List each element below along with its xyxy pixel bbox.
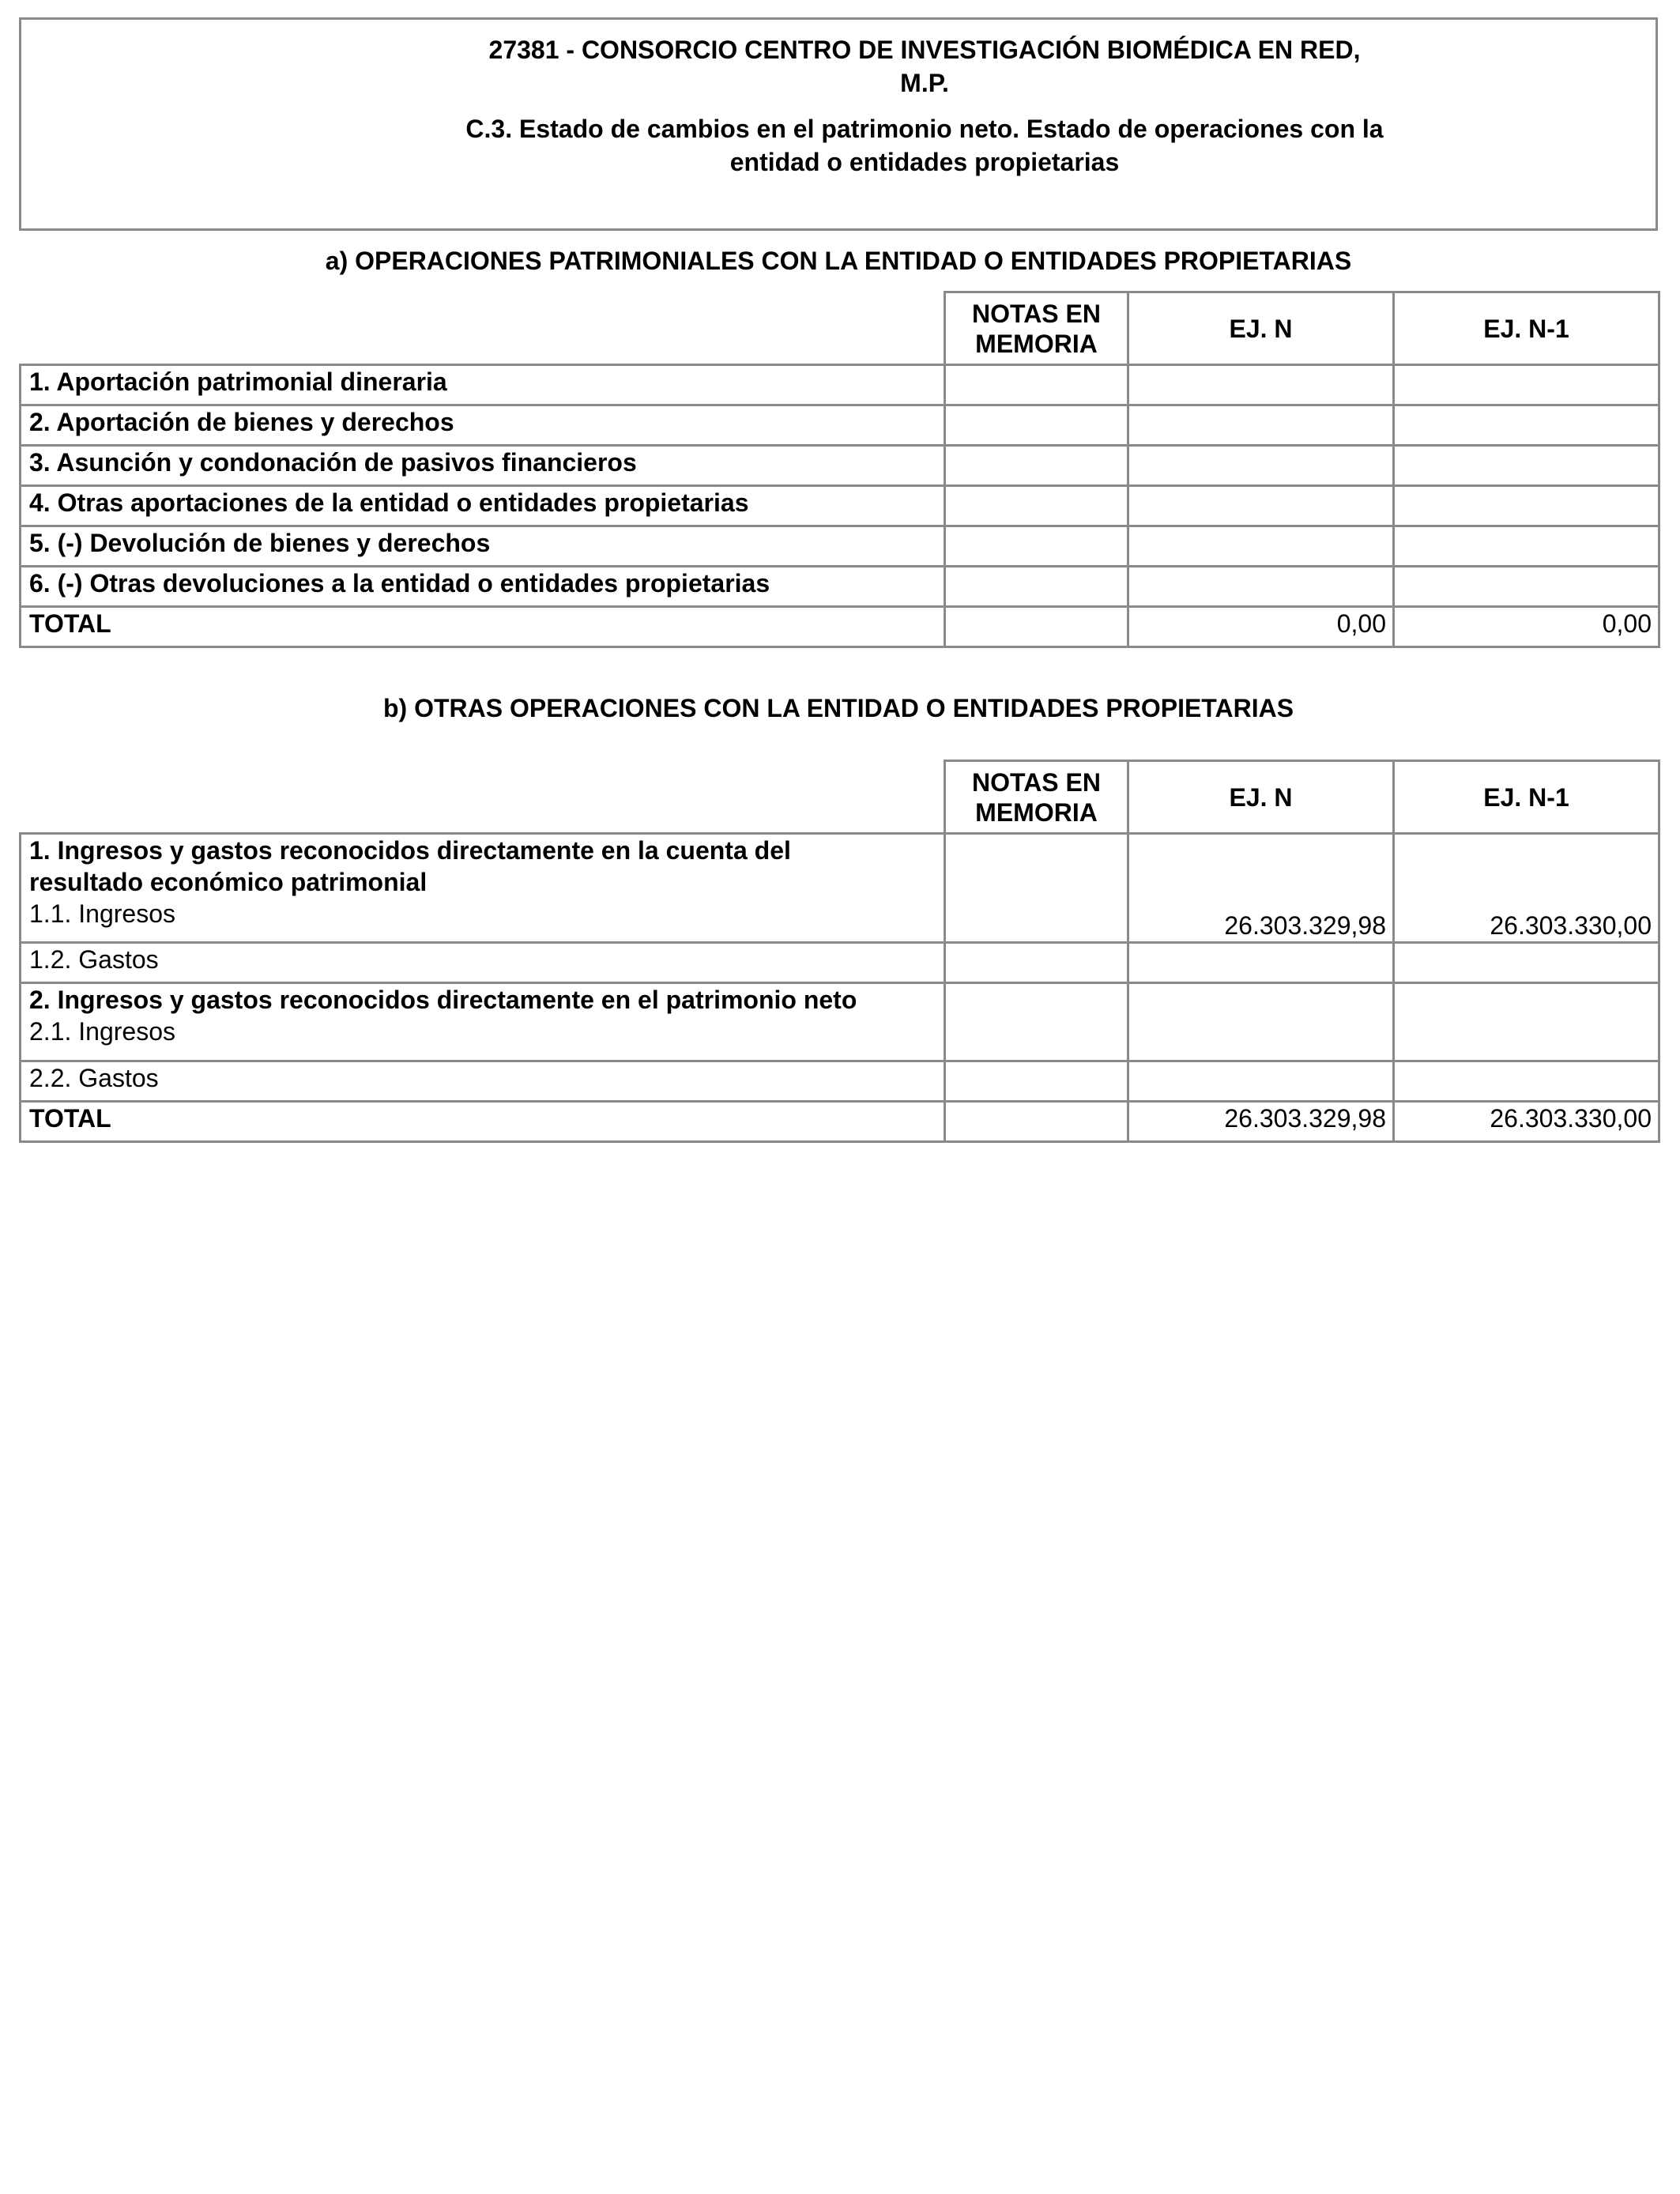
row-ej-n-cell bbox=[1128, 365, 1394, 405]
table-row bbox=[21, 567, 1659, 607]
report-title bbox=[332, 33, 1517, 100]
row-ej-n-cell bbox=[1128, 405, 1394, 446]
row-ej-n1-cell bbox=[1394, 365, 1659, 405]
report-title-line1: 27381 - CONSORCIO CENTRO DE INVESTIGACIÓN BIOMÉDICA EN RED, bbox=[488, 36, 1361, 64]
row-ej-n-cell: 26.303.329,98 bbox=[1128, 834, 1394, 943]
subrow-label: 2.2. Gastos bbox=[21, 1061, 945, 1102]
row-notes-cell bbox=[945, 983, 1128, 1061]
row-label: 4. Otras aportaciones de la entidad o entidades propietarias bbox=[21, 486, 945, 526]
report-subtitle bbox=[332, 112, 1517, 179]
subrow-label: 1.1. Ingresos bbox=[29, 899, 175, 928]
table-header-row bbox=[21, 292, 1659, 365]
table-row bbox=[21, 526, 1659, 567]
row-notes-cell bbox=[945, 405, 1128, 446]
section-b-table bbox=[19, 760, 1660, 1143]
row-ej-n-cell bbox=[1128, 486, 1394, 526]
group-2-label: 2. Ingresos y gastos reconocidos directamente en el patrimonio neto bbox=[29, 986, 857, 1014]
row-ej-n-cell bbox=[1128, 446, 1394, 486]
section-b-title: b) OTRAS OPERACIONES CON LA ENTIDAD O ENTIDADES PROPIETARIAS bbox=[382, 694, 1294, 722]
total-row bbox=[21, 1102, 1659, 1142]
table-row bbox=[21, 486, 1659, 526]
total-notes-cell bbox=[945, 1102, 1128, 1142]
column-header-ej-n: EJ. N bbox=[1128, 292, 1394, 365]
report-title-line2: M.P. bbox=[900, 69, 949, 97]
report-subtitle-line2: entidad o entidades propietarias bbox=[729, 148, 1120, 176]
total-ej-n1-cell: 0,00 bbox=[1394, 607, 1659, 647]
row-notes-cell bbox=[945, 834, 1128, 943]
row-ej-n-cell bbox=[1128, 526, 1394, 567]
row-ej-n1-cell bbox=[1394, 405, 1659, 446]
column-header-ej-n1: EJ. N-1 bbox=[1394, 292, 1659, 365]
row-ej-n1-cell bbox=[1394, 1061, 1659, 1102]
row-notes-cell bbox=[945, 446, 1128, 486]
total-ej-n-cell: 26.303.329,98 bbox=[1128, 1102, 1394, 1142]
row-notes-cell bbox=[945, 943, 1128, 983]
row-ej-n1-cell bbox=[1394, 526, 1659, 567]
row-label: 2. Aportación de bienes y derechos bbox=[21, 405, 945, 446]
row-notes-cell bbox=[945, 526, 1128, 567]
table-header-row bbox=[21, 761, 1659, 834]
total-ej-n1-cell: 26.303.330,00 bbox=[1394, 1102, 1659, 1142]
subrow-label: 2.1. Ingresos bbox=[29, 1017, 175, 1046]
section-a-title: a) OPERACIONES PATRIMONIALES CON LA ENTIDAD O ENTIDADES PROPIETARIAS bbox=[325, 247, 1352, 275]
group-1-cell bbox=[21, 834, 945, 943]
section-a-table bbox=[19, 291, 1660, 648]
row-label: 6. (-) Otras devoluciones a la entidad o entidades propietarias bbox=[21, 567, 945, 607]
row-ej-n1-cell: 26.303.330,00 bbox=[1394, 834, 1659, 943]
table-row bbox=[21, 365, 1659, 405]
group-1-label-line1: 1. Ingresos y gastos reconocidos directamente en la cuenta del bbox=[29, 836, 791, 865]
row-notes-cell bbox=[945, 567, 1128, 607]
row-label: 5. (-) Devolución de bienes y derechos bbox=[21, 526, 945, 567]
total-label: TOTAL bbox=[21, 607, 945, 647]
column-header-ej-n: EJ. N bbox=[1128, 761, 1394, 834]
row-ej-n1-cell bbox=[1394, 486, 1659, 526]
table-row bbox=[21, 405, 1659, 446]
column-header-notes bbox=[945, 761, 1128, 834]
table-row bbox=[21, 983, 1659, 1061]
total-ej-n-cell: 0,00 bbox=[1128, 607, 1394, 647]
row-label: 3. Asunción y condonación de pasivos financieros bbox=[21, 446, 945, 486]
table-row bbox=[21, 834, 1659, 943]
column-header-notes-line2: MEMORIA bbox=[975, 797, 1098, 827]
table-header-blank bbox=[21, 761, 945, 834]
table-row bbox=[21, 1061, 1659, 1102]
row-notes-cell bbox=[945, 365, 1128, 405]
row-ej-n1-cell bbox=[1394, 943, 1659, 983]
table-header-blank bbox=[21, 292, 945, 365]
column-header-notes-line1: NOTAS EN bbox=[972, 767, 1101, 797]
row-ej-n-cell bbox=[1128, 1061, 1394, 1102]
row-ej-n1-cell bbox=[1394, 567, 1659, 607]
column-header-notes bbox=[945, 292, 1128, 365]
column-header-ej-n1: EJ. N-1 bbox=[1394, 761, 1659, 834]
total-notes-cell bbox=[945, 607, 1128, 647]
row-ej-n1-cell bbox=[1394, 983, 1659, 1061]
group-1-label-line2: resultado económico patrimonial bbox=[29, 868, 428, 896]
total-row bbox=[21, 607, 1659, 647]
row-label: 1. Aportación patrimonial dineraria bbox=[21, 365, 945, 405]
subrow-label: 1.2. Gastos bbox=[21, 943, 945, 983]
column-header-notes-line1: NOTAS EN bbox=[972, 299, 1101, 328]
report-subtitle-line1: C.3. Estado de cambios en el patrimonio neto. Estado de operaciones con la bbox=[465, 115, 1384, 143]
column-header-notes-line2: MEMORIA bbox=[975, 329, 1098, 358]
table-row bbox=[21, 943, 1659, 983]
row-notes-cell bbox=[945, 1061, 1128, 1102]
total-label: TOTAL bbox=[21, 1102, 945, 1142]
group-2-cell bbox=[21, 983, 945, 1061]
row-notes-cell bbox=[945, 486, 1128, 526]
row-ej-n-cell bbox=[1128, 983, 1394, 1061]
row-ej-n1-cell bbox=[1394, 446, 1659, 486]
row-ej-n-cell bbox=[1128, 567, 1394, 607]
table-row bbox=[21, 446, 1659, 486]
row-ej-n-cell bbox=[1128, 943, 1394, 983]
